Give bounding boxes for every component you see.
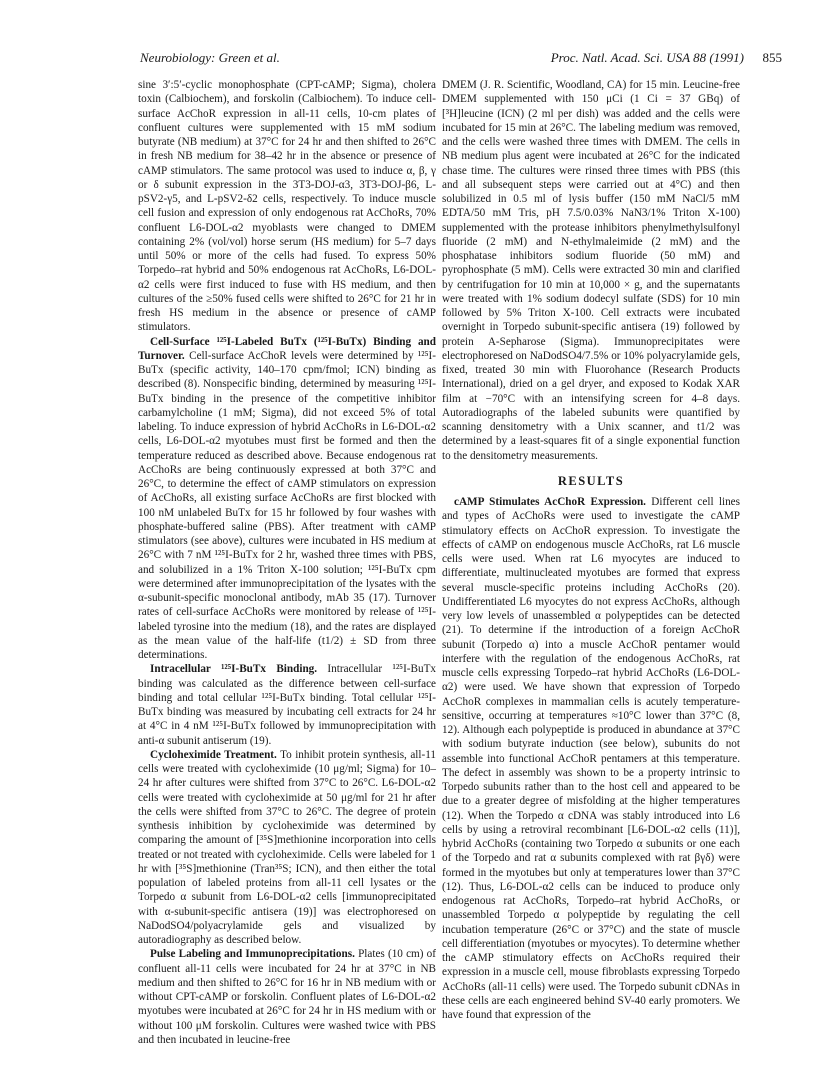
- binding-text: Cell-surface AcChoR levels were determined by ¹²⁵I-BuTx (specific activity, 140–170 cpm/fmol; ICN) binding as described (8). Nonspecific binding, determined by measuring ¹²⁵I-BuTx binding in the presence of the competitive inhibitor carbamylcholine (1 mM; Sigma), did not exceed 5% of total labeling. To induce expression of hybrid AcChoRs in L6-DOL-α2 cells, L6-DOL-α2 myotubes must first be formed and then the temperature reduced as described above. Because endogenous rat AcChoRs are being continuously expressed at both 37°C and 26°C, to determine the effect of cAMP stimulators on expression of AcChoRs, all existing surface AcChoRs are first blocked with 100 nM unlabeled BuTx for 15 hr followed by four washes with phosphate-buffered saline (PBS). After treatment with cAMP stimulators (see above), cultures were incubated in HS medium at 26°C with 7 nM ¹²⁵I-BuTx for 2 hr, washed three times with PBS, and solubilized in a 1% Triton X-100 solution; ¹²⁵I-BuTx cpm were determined after immunoprecipitation of the lysates with the α-subunit-specific monoclonal antibody, mAb 35 (17). Turnover rates of cell-surface AcChoRs were monitored by release of ¹²⁵I-labeled tyrosine into the medium (18), and the rates are displayed as the mean value of the half-life (t1/2) ± SD from three determinations.: [138, 349, 436, 661]
- pulse-continued-paragraph: DMEM (J. R. Scientific, Woodland, CA) for 15 min. Leucine-free DMEM supplemented with 150 μCi (1 Ci = 37 GBq) of [³H]leucine (ICN) (2 ml per dish) was added and the cells were incubated for 15 min at 26°C. The labeling medium was removed, and the cells were washed three times with DMEM. The cells in NB medium plus agent were incubated at 26°C for the indicated chase time. The cultures were rinsed three times with PBS (this and all subsequent steps were carried out at 4°C) and then solubilized in 0.5 ml of lysis buffer (150 mM NaCl/5 mM EDTA/50 mM Tris, pH 7.5/0.03% NaN3/1% Triton X-100) supplemented with the protease inhibitors phenylmethylsulfonyl fluoride (2 mM) and N-ethylmaleimide (2 mM) and the phosphatase inhibitors sodium fluoride (50 mM) and pyrophosphate (5 mM). Cells were extracted 30 min and clarified by centrifugation for 10 min at 10,000 × g, and the supernatants were treated with 1% sodium dodecyl sulfate (SDS) for 10 min followed by 5% Triton X-100. Cell extracts were incubated overnight in Torpedo subunit-specific antisera (19) followed by protein A-Sepharose (Sigma). Immunoprecipitates were electrophoresed on NaDodSO4/7.5% or 10% polyacrylamide gels, fixed, treated 30 min with Fluorohance (Research Products International), dried on a gel dryer, and exposed to Kodak XAR film at −70°C with an intensifying screen for 4–8 days. Autoradiographs of the labeled subunits were quantified by scanning densitometry with a Unix scanner, and t1/2 was determined by a least-squares fit of a single exponential function to the densitometry measurements.: [442, 79, 740, 462]
- intracellular-heading: Intracellular ¹²⁵I-BuTx Binding.: [150, 663, 318, 676]
- page-number: 855: [762, 50, 782, 65]
- binding-paragraph: [138, 335, 436, 663]
- cycloheximide-text: To inhibit protein synthesis, all-11 cells were treated with cycloheximide (10 μg/ml; Sigma) for 10–24 hr after cultures were shifted from 37°C to 26°C. L6-DOL-α2 cells were treated with cycloheximide at 50 μg/ml for 21 hr after the cells were shifted from 37°C to 26°C. The degree of protein synthesis inhibition by cycloheximide was determined by comparing the amount of [³⁵S]methionine incorporation into cells treated or not treated with cycloheximide. Cells were labeled for 1 hr with [³⁵S]methionine (Tran³⁵S; ICN), and then either the total population of labeled proteins from all-11 cell lysates or the Torpedo α subunit from L6-DOL-α2 cells [immunoprecipitated with α-subunit-specific antisera (19)] was electrophoresed on NaDodSO4/polyacrylamide gels and visualized by autoradiography as described below.: [138, 748, 436, 946]
- camp-text: Different cell lines and types of AcChoRs were used to investigate the cAMP stimulatory effects on AcChoR expression. To investigate the effects of cAMP on endogenous muscle AcChoRs, rat L6 muscle cells were used. When rat L6 myocytes are induced to differentiate, multinucleated myotubes are formed that express several muscle-specific proteins including AcChoRs (20). Undifferentiated L6 myocytes do not express AcChoRs, although very low levels of unassembled α polypeptides can be detected (21). To determine if the introduction of a foreign AcChoR subunit (Torpedo α) into a muscle AcChoR pentamer would interfere with the regulation of the endogenous AcChoRs, rat muscle cells expressing Torpedo–rat hybrid AcChoRs (L6-DOL-α2) were used. We have shown that expression of Torpedo AcChoR complexes in mammalian cells is acutely temperature-sensitive, occurring at temperatures ≈10°C lower than 37°C (8, 12). Although each polypeptide is produced in abundance at 37°C with sodium butyrate induction (see below), subunits do not assemble into functional AcChoR pentamers at this temperature. The defect in assembly was shown to be a property intrinsic to Torpedo subunits rather than to the host cell and appeared to be due to a greater degree of misfolding at the higher temperatures (12). When the Torpedo α cDNA was stably introduced into L6 cells by using a retroviral recombinant [L6-DOL-α2 cells (11)], hybrid AcChoRs (containing two Torpedo α subunits or one each of the Torpedo and rat α subunits complexed with rat βγδ) were formed in the myotubes but only at temperatures lower than 37°C (12). Thus, L6-DOL-α2 cells can be induced to produce only endogenous rat AcChoRs, Torpedo–rat hybrid AcChoRs, or unassembled Torpedo α polypeptide by regulating the cell incubation temperature (26°C or 37°C) and the state of muscle cell differentiation (myotubes or myocytes). To determine whether the cAMP stimulatory effects on AcChoRs required their expression in a muscle cell, mouse fibroblasts expressing Torpedo AcChoRs (all-11 cells) were used. The Torpedo subunit cDNAs in these cells are each engineered behind SV-40 early promoters. We have found that expression of the: [442, 496, 741, 1021]
- running-head: Neurobiology: Green et al.: [140, 50, 280, 65]
- journal-citation: Proc. Natl. Acad. Sci. USA 88 (1991): [550, 50, 744, 65]
- page-header: [140, 50, 782, 70]
- cycloheximide-heading: Cycloheximide Treatment.: [150, 748, 277, 761]
- pulse-heading: Pulse Labeling and Immunoprecipitations.: [150, 948, 355, 961]
- pulse-paragraph: [138, 947, 436, 1047]
- camp-paragraph: [442, 495, 740, 1022]
- results-heading: RESULTS: [557, 473, 625, 488]
- pulse-text: Plates (10 cm) of confluent all-11 cells were incubated for 24 hr at 37°C in NB medium and then shifted to 26°C for 16 hr in NB medium with or without CPT-cAMP or forskolin. Confluent plates of L6-DOL-α2 myotubes were incubated at 26°C for 24 hr in HS medium with or without 100 μM forskolin. Cultures were washed twice with PBS and then incubated in leucine-free: [138, 948, 436, 1046]
- intracellular-text: Intracellular ¹²⁵I-BuTx binding was calculated as the difference between cell-surface binding and total cellular ¹²⁵I-BuTx binding. Total cellular ¹²⁵I-BuTx binding was measured by incubating cell extracts for 24 hr at 4°C in 4 nM ¹²⁵I-BuTx followed by immunoprecipitation with anti-α subunit antiserum (19).: [138, 663, 437, 747]
- methods-intro-paragraph: sine 3′:5′-cyclic monophosphate (CPT-cAMP; Sigma), cholera toxin (Calbiochem), and forskolin (Calbiochem). To induce cell-surface AcChoR expression in all-11 cells, 10-cm plates of confluent cultures were supplemented with 15 mM sodium butyrate (NB medium) at 37°C for 24 hr and then shifted to 26°C in fresh NB medium for 38–42 hr in the absence or presence of cAMP stimulators. The same protocol was used to induce α, β, γ or δ subunit expression in the 3T3-DOJ-α3, 3T3-DOJ-β6, L-pSV2-γ5, and L-pSV2-δ2 cells, respectively. To induce muscle cell fusion and expression of only endogenous rat AcChoRs, 70% confluent L6-DOL-α2 myoblasts were changed to DMEM containing 2% (vol/vol) horse serum (HS medium) for 5–7 days until 50% or more of the cells had fused. To express 50% Torpedo–rat hybrid and 50% endogenous rat AcChoRs, L6-DOL-α2 cells were first induced to fuse with HS medium, and then cultures of the ≥50% fused cells were shifted to 26°C for 21 hr in fresh HS medium in the absence or presence of cAMP stimulators.: [138, 79, 436, 334]
- right-column: [442, 78, 740, 1022]
- left-column: [138, 78, 436, 1047]
- cycloheximide-paragraph: [138, 748, 436, 948]
- camp-heading: cAMP Stimulates AcChoR Expression.: [454, 496, 646, 508]
- intracellular-paragraph: [138, 662, 436, 748]
- binding-heading: Cell-Surface ¹²⁵I-Labeled BuTx (¹²⁵I-BuTx) Binding and Turnover.: [138, 335, 436, 362]
